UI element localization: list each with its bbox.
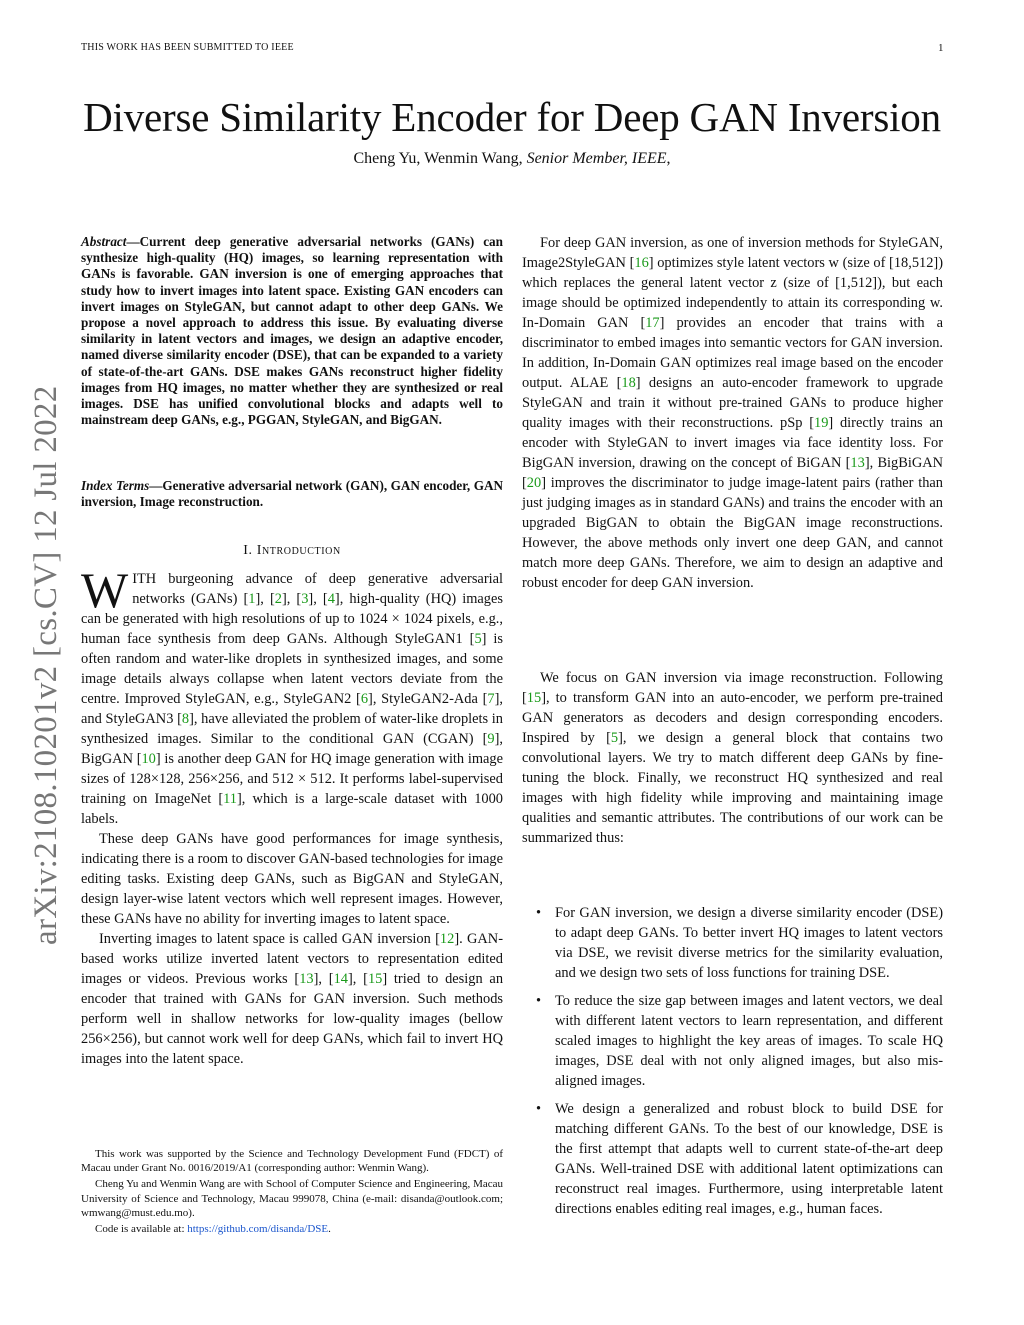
text-span: , and StyleGAN3 <box>81 691 503 727</box>
footnote-funding: This work was supported by the Science and Technology Development Fund (FDCT) of Macau under Grant No. 0016/2019/A1 (corresponding author: Wenmin Wang). <box>81 1148 503 1175</box>
text-span: tried to design an encoder that trained with GANs for GAN inversion. Such methods perform well in shallow networks for low-quality images (bellow 256×256), but cannot work well for deep GANs, which fail to invert HQ images into the latent space. <box>81 971 504 1067</box>
citation-link[interactable]: 13 <box>850 455 865 471</box>
citation-link[interactable]: 17 <box>645 315 660 331</box>
author-line <box>0 150 1024 168</box>
text-span: , which is a large-scale dataset with 1000 labels. <box>81 791 503 827</box>
text-span: Inverting images to latent space is called GAN inversion <box>99 931 436 947</box>
list-item-text: To reduce the size gap between images and latent vectors, we deal with different latent vectors to learn representation, and different scaled images to highlight the key areas of images. To scale HQ images, DSE deal with not only aligned images, but also mis-aligned images. <box>555 993 943 1089</box>
index-terms-label: Index Terms <box>81 478 150 493</box>
citation-link[interactable]: 15 <box>526 690 542 706</box>
intro-paragraph-1: WITH burgeoning advance of deep generative adversarial networks (GANs) [1], [2], [3], [4], high-quality (HQ) images can be generated with high resolutions of up to 1024 × 1024 pixels, e.g., human face synthesis from deep GANs. Although StyleGAN1 [5] is often random and water-like droplets in synthesized images, and some image details always collapse when latent vectors deviate from the centre. Improved StyleGAN, e.g., StyleGAN2 [6], StyleGAN2-Ada [7], and StyleGAN3 [8], have alleviated the problem of water-like droplets in synthesized images. Similar to the conditional GAN (CGAN) [9], BigGAN [10] is another deep GAN for HQ image generation with image sizes of 128×128, 256×256, and 512 × 512. It performs label-supervised training on ImageNet [11], which is a large-scale dataset with 1000 labels. <box>81 562 503 827</box>
citation-link[interactable]: 19 <box>814 415 829 431</box>
index-terms-text: —Generative adversarial network (GAN), GAN encoder, GAN inversion, Image reconstruction. <box>81 478 503 510</box>
bullet-icon: • <box>536 1101 542 1117</box>
text-span: provides an encoder that trains with a discriminator to embed images into semantic vectors for GAN inversion. In addition, In-Domain GAN optimizes real image based on the encoder output. ALAE <box>522 315 944 391</box>
list-item <box>522 991 943 1091</box>
index-terms <box>81 478 503 510</box>
citation-link[interactable]: 13 <box>299 971 314 987</box>
drop-cap: W <box>81 562 129 618</box>
citation-link[interactable]: 5 <box>474 631 482 647</box>
paragraph: For deep GAN inversion, as one of inversion methods for StyleGAN, Image2StyleGAN [16] optimizes style latent vectors w (size of [18,512]) which replaces the general latent vector z (size of [1,512]), but each image should be optimized independently to attain its corresponding w. In-Domain GAN [17] provides an encoder that trains with a discriminator to embed images into semantic vectors for GAN inversion. In addition, In-Domain GAN optimizes real image based on the encoder output. ALAE [18] designs an auto-encoder framework to upgrade StyleGAN and train it without pre-trained GANs to produce higher quality images with their reconstructions. pSp [19] directly trains an encoder with StyleGAN to invert images via face identity loss. For BigGAN inversion, drawing on the concept of BiGAN [13], BigBiGAN [20] improves the discriminator to judge image-latent pairs (rather than just judging images as in standard GANs) and trains the encoder with an upgraded BigGAN to obtain the BigGAN image reconstructions. However, the above methods only invert one deep GAN, and cannot match more deep GANs. Therefore, we aim to design an adaptive and robust encoder for deep GAN inversion. <box>522 235 944 591</box>
bullet-icon: • <box>536 905 542 921</box>
author-names: Cheng Yu, Wenmin Wang, <box>353 150 523 167</box>
citation-link[interactable]: 7 <box>487 691 495 707</box>
text-span: improves the discriminator to judge image-latent pairs (rather than just judging images as in standard GANs) and trains the encoder with an upgraded BigGAN to obtain the BigGAN image reconstructions. However, the above methods only invert one deep GAN, and cannot match more deep GANs. Therefore, we aim to design an adaptive and robust encoder for deep GAN inversion. <box>522 475 943 591</box>
code-url-link[interactable]: https://github.com/disanda/DSE <box>187 1223 329 1236</box>
citation-link[interactable]: 12 <box>439 931 455 947</box>
citation-link[interactable]: 16 <box>634 255 649 271</box>
citation-link[interactable]: 2 <box>274 591 282 607</box>
text-span: , we design a general block that contains two convolutional layers. We try to match different deep GANs by fine-tuning the block. Finally, we reconstruct HQ synthesized and real images with high fidelity while improving and maintaining image qualities and semantic attributes. The contributions of our work can be summarized thus: <box>522 730 943 846</box>
contribution-list <box>522 903 943 1227</box>
citation-link[interactable]: 18 <box>621 375 636 391</box>
running-header: THIS WORK HAS BEEN SUBMITTED TO IEEE <box>81 42 294 53</box>
abstract <box>81 234 503 428</box>
page-number: 1 <box>938 42 944 54</box>
text-span: We focus on GAN inversion via image reconstruction. Following <box>540 670 943 686</box>
abstract-label: Abstract <box>81 234 127 249</box>
text-span: , BigBiGAN <box>869 455 944 471</box>
citation-link[interactable]: 4 <box>327 591 335 607</box>
paragraph: We focus on GAN inversion via image reconstruction. Following [15], to transform GAN into an auto-encoder, we perform pre-trained GAN generators as decoders and design corresponding encoders. Inspired by [5], we design a general block that contains two convolutional layers. We try to match different deep GANs by fine-tuning the block. Finally, we reconstruct HQ synthesized and real images with high fidelity while improving and maintaining image qualities and semantic attributes. The contributions of our work can be summarized thus: <box>522 670 943 846</box>
list-item-text: We design a generalized and robust block to build DSE for matching different GANs. To the best of our knowledge, DSE is the first attempt that adapts well to current state-of-the-art deep GANs. Well-trained DSE with additional latent optimizations can reconstruct real images. Furthermore, using interpretable latent directions enables editing real images, e.g., human faces. <box>555 1101 943 1217</box>
section-title: Introduction <box>256 543 341 558</box>
footnote-affiliation: Cheng Yu and Wenmin Wang are with School of Computer Science and Engineering, Macau University of Science and Technology, Macau 999078, China (e-mail: disanda@outlook.com; wmwang@must.edu.mo). <box>81 1178 503 1219</box>
citation-link[interactable]: 8 <box>181 711 190 727</box>
text-span: ITH burgeoning advance of deep generative adversarial networks (GANs) <box>132 571 503 607</box>
text-span: , high-quality (HQ) images can be generated with high resolutions of up to 1024 × 1024 pixels, e.g., human face synthesis from deep GANs. Although StyleGAN1 <box>81 591 503 647</box>
author-membership: Senior Member, IEEE <box>526 150 667 167</box>
citation-link[interactable]: 20 <box>526 475 542 491</box>
citation-link[interactable]: 1 <box>248 591 256 607</box>
text-span: , to transform GAN into an auto-encoder, we perform pre-trained GAN generators as decoders and design corresponding encoders. Inspired by <box>522 690 943 746</box>
arxiv-sidebar-stamp: arXiv:2108.10201v2 [cs.CV] 12 Jul 2022 <box>28 385 64 945</box>
citation-link[interactable]: 6 <box>360 691 369 707</box>
text-span: optimizes style latent vectors w (size of [18,512]) which replaces the general latent vector z (size of [1,512]), but each image should be optimized independently to attain its corresponding w. In-Domain GAN <box>522 255 943 331</box>
text-span: , have alleviated the problem of water-like droplets in synthesized images. Similar to the conditional GAN (CGAN) <box>81 711 503 747</box>
paper-title: Diverse Similarity Encoder for Deep GAN Inversion <box>83 94 941 140</box>
text-span: . GAN-based works utilize inverted latent vectors to representation edited images or videos. Previous works <box>81 931 503 987</box>
right-paragraph-2 <box>522 668 943 848</box>
list-item <box>522 903 943 983</box>
citation-link[interactable]: 5 <box>610 730 619 746</box>
citation-link[interactable]: 15 <box>367 971 383 987</box>
right-paragraph-1 <box>522 233 943 593</box>
citation-link[interactable]: 10 <box>141 751 156 767</box>
bullet-icon: • <box>536 993 542 1009</box>
text-span: For deep GAN inversion, as one of inversion methods for StyleGAN, Image2StyleGAN <box>522 235 943 271</box>
citation-link[interactable]: 9 <box>487 731 495 747</box>
list-item <box>522 1099 943 1219</box>
author-trailing: , <box>666 150 671 167</box>
list-item-text: For GAN inversion, we design a diverse similarity encoder (DSE) to adapt deep GANs. To better invert HQ images to latent vectors via DSE, we revisit diverse metrics for the similarity evaluation, and we design two sets of loss functions for training DSE. <box>555 905 943 981</box>
citation-link[interactable]: 14 <box>333 971 348 987</box>
introduction-text <box>81 562 504 1069</box>
section-number: I. <box>243 543 253 558</box>
text-span: , BigGAN <box>81 731 503 767</box>
text-span: designs an auto-encoder framework to upgrade StyleGAN and train it without pre-trained GANs to produce higher quality images with their reconstructions. pSp <box>522 375 943 431</box>
intro-paragraph-2: These deep GANs have good performances for image synthesis, indicating there is a room to discover GAN-based technologies for image editing tasks. Existing deep GANs, such as BigGAN and StyleGAN, design layer-wise latent vectors which well represent images. However, these GANs have no ability for inverting images to latent space. <box>81 831 504 927</box>
text-span: is another deep GAN for HQ image generation with image sizes of 128×128, 256×256, and 512 × 512. It performs label-supervised training on ImageNet <box>81 751 503 807</box>
text-span: . <box>328 1223 331 1236</box>
footnotes <box>81 1147 503 1238</box>
abstract-text: —Current deep generative adversarial networks (GANs) can synthesize high-quality (HQ) images, so learning representation with GANs is favorable. GAN inversion is one of emerging approaches that study how to invert images into latent space. Existing GAN encoders can invert images on StyleGAN, but cannot adapt to other deep GANs. We propose a novel approach to address this issue. By evaluating diverse similarity in latent vectors and images, we design an adaptive encoder, named diverse similarity encoder (DSE), that can be expanded to a variety of state-of-the-art GANs. DSE makes GANs reconstruct higher fidelity images from HQ images, no matter whether they are synthesized or real images. DSE has unified convolutional blocks and adapts well to mainstream deep GANs, e.g., PGGAN, StyleGAN, and BigGAN. <box>81 234 503 428</box>
text-span: Code is available at: <box>95 1223 188 1236</box>
intro-paragraph-3: Inverting images to latent space is called GAN inversion [12]. GAN-based works utilize inverted latent vectors to representation edited images or videos. Previous works [13], [14], [15] tried to design an encoder that trained with GANs for GAN inversion. Such methods perform well in shallow networks for low-quality images (bellow 256×256), but cannot work well for deep GANs, which fail to invert HQ images into the latent space. <box>81 931 504 1067</box>
citation-link[interactable]: 11 <box>223 791 237 807</box>
section-heading <box>81 543 503 559</box>
text-span: , StyleGAN2-Ada <box>372 691 483 707</box>
citation-link[interactable]: 3 <box>301 591 309 607</box>
footnote-code <box>81 1222 503 1236</box>
text-span: directly trains an encoder with StyleGAN to invert images via face identity loss. For BigGAN inversion, drawing on the concept of BiGAN <box>522 415 943 471</box>
text-span: is often random and water-like droplets in synthesized images, and some image details always collapse when latent vectors deviate from the centre. Improved StyleGAN, e.g., StyleGAN2 <box>81 631 503 707</box>
